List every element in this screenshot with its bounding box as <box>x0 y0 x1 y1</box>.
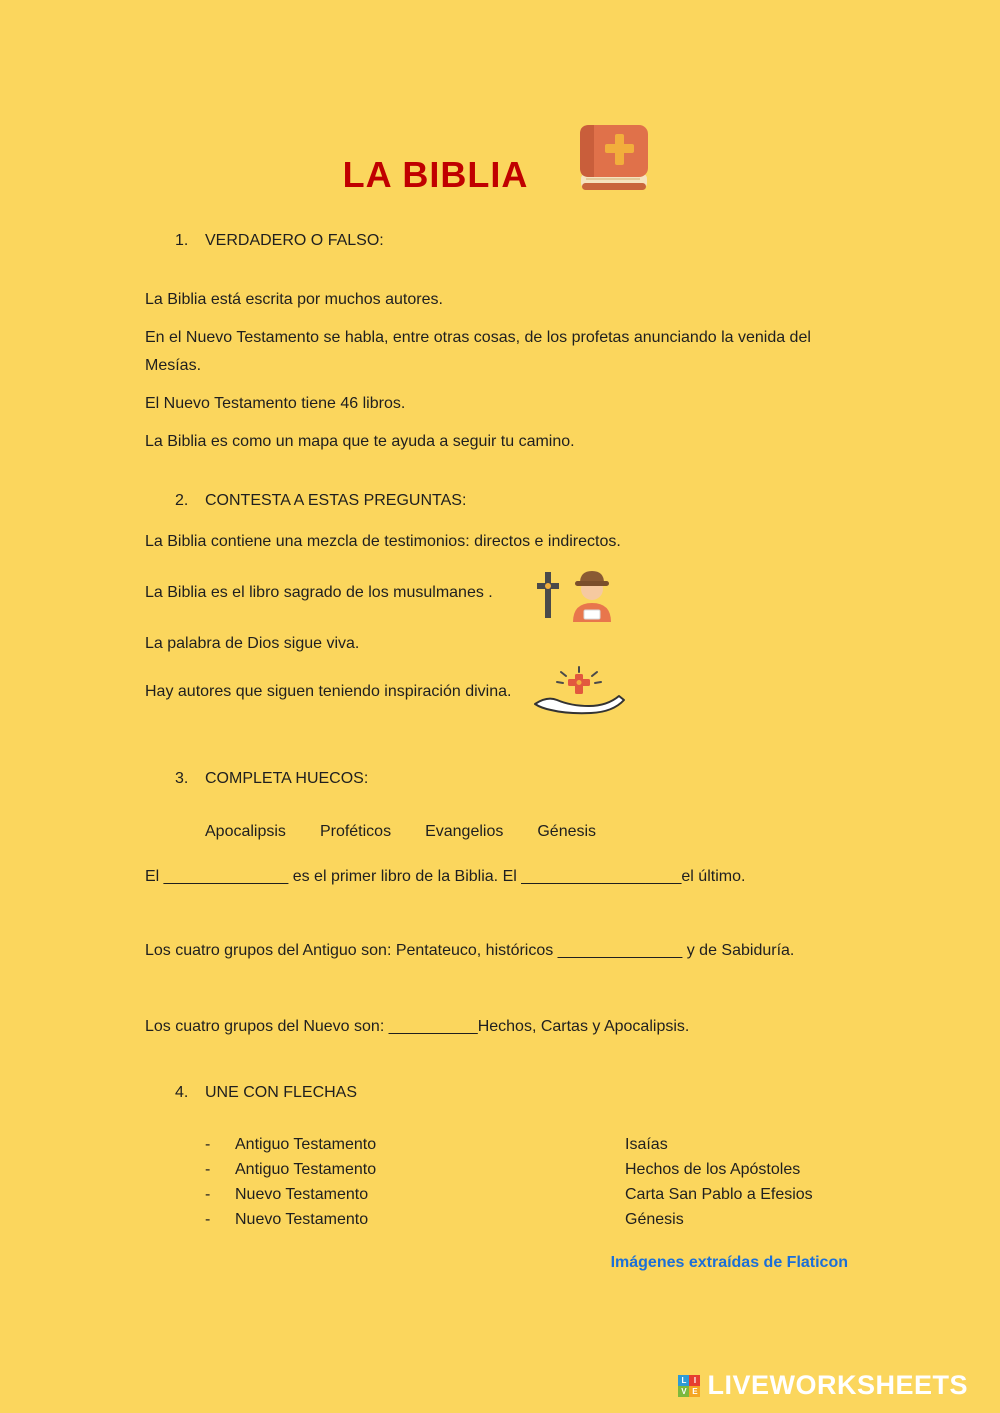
match-right-item[interactable]: Isaías <box>625 1136 668 1153</box>
section-heading-label: UNE CON FLECHAS <box>205 1084 358 1101</box>
match-left-item[interactable]: Antiguo Testamento <box>235 1136 377 1153</box>
hand-with-shining-cross-icon <box>527 666 627 718</box>
matching-row <box>145 1182 857 1207</box>
section-heading-label: CONTESTA A ESTAS PREGUNTAS: <box>205 492 467 509</box>
section-heading-label: COMPLETA HUECOS: <box>205 770 369 787</box>
bullet-dash: - <box>205 1211 211 1228</box>
matching-list <box>145 1132 857 1232</box>
liveworksheets-footer[interactable] <box>678 1370 968 1401</box>
section-heading <box>175 1082 857 1104</box>
match-left-item[interactable]: Nuevo Testamento <box>235 1186 369 1203</box>
section-heading <box>175 490 857 512</box>
true-false-statement[interactable]: La Biblia está escrita por muchos autores. <box>145 291 443 308</box>
logo-letter: I <box>689 1375 700 1386</box>
match-right-item[interactable]: Hechos de los Apóstoles <box>625 1161 801 1178</box>
logo-letter: L <box>678 1375 689 1386</box>
match-left-item[interactable]: Antiguo Testamento <box>235 1161 377 1178</box>
match-left-item[interactable]: Nuevo Testamento <box>235 1211 369 1228</box>
fill-in-sentence[interactable]: Los cuatro grupos del Nuevo son: __________Hechos, Cartas y Apocalipsis. <box>145 1018 690 1035</box>
statement-list <box>145 286 857 456</box>
section-heading <box>175 230 857 252</box>
fill-in-sentence[interactable]: El ______________ es el primer libro de la Biblia. El __________________el último. <box>145 868 746 885</box>
section-heading-label: VERDADERO O FALSO: <box>205 232 384 249</box>
liveworksheets-brand: LIVEWORKSHEETS <box>707 1370 968 1400</box>
question-row <box>145 666 857 718</box>
priest-with-cross-icon <box>535 564 630 622</box>
true-false-statement[interactable]: En el Nuevo Testamento se habla, entre otras cosas, de los profetas anunciando la venida del Mesías. <box>145 329 811 374</box>
true-false-statement[interactable]: El Nuevo Testamento tiene 46 libros. <box>145 395 406 412</box>
section-number: 1. <box>175 232 189 249</box>
bullet-dash: - <box>205 1161 211 1178</box>
question-statement[interactable]: Hay autores que siguen teniendo inspiración divina. <box>145 683 512 700</box>
section-matching <box>145 1082 857 1232</box>
section-true-false <box>145 230 857 466</box>
credits-text: Imágenes extraídas de Flaticon <box>610 1254 848 1271</box>
logo-letter: V <box>678 1386 689 1397</box>
title-row <box>0 120 1000 195</box>
statement-list <box>145 528 857 718</box>
section-heading <box>175 768 857 790</box>
word-bank <box>205 820 857 844</box>
word-bank-item: Apocalipsis <box>205 823 286 840</box>
section-number: 2. <box>175 492 189 509</box>
bullet-dash: - <box>205 1136 211 1153</box>
section-questions <box>145 490 857 726</box>
match-right-item[interactable]: Génesis <box>625 1211 684 1228</box>
page-title: LA BIBLIA <box>342 154 529 195</box>
question-statement[interactable]: La palabra de Dios sigue viva. <box>145 635 360 652</box>
fill-in-sentence[interactable]: Los cuatro grupos del Antiguo son: Pentateuco, históricos ______________ y de Sabiduría. <box>145 942 795 959</box>
matching-row <box>145 1132 857 1157</box>
match-right-item[interactable]: Carta San Pablo a Efesios <box>625 1186 813 1203</box>
word-bank-item: Evangelios <box>425 823 504 840</box>
liveworksheets-logo-icon <box>678 1375 700 1397</box>
true-false-statement[interactable]: La Biblia es como un mapa que te ayuda a seguir tu camino. <box>145 433 575 450</box>
matching-row <box>145 1157 857 1182</box>
bible-book-icon <box>572 120 657 195</box>
section-number: 3. <box>175 770 189 787</box>
section-number: 4. <box>175 1084 189 1101</box>
word-bank-item: Génesis <box>537 823 597 840</box>
matching-row <box>145 1207 857 1232</box>
bullet-dash: - <box>205 1186 211 1203</box>
question-statement[interactable]: La Biblia contiene una mezcla de testimonios: directos e indirectos. <box>145 533 621 550</box>
word-bank-item: Proféticos <box>319 823 392 840</box>
question-row <box>145 564 857 622</box>
logo-letter: E <box>689 1386 700 1397</box>
section-fill-blanks <box>145 768 857 1040</box>
question-statement[interactable]: La Biblia es el libro sagrado de los musulmanes . <box>145 584 493 601</box>
